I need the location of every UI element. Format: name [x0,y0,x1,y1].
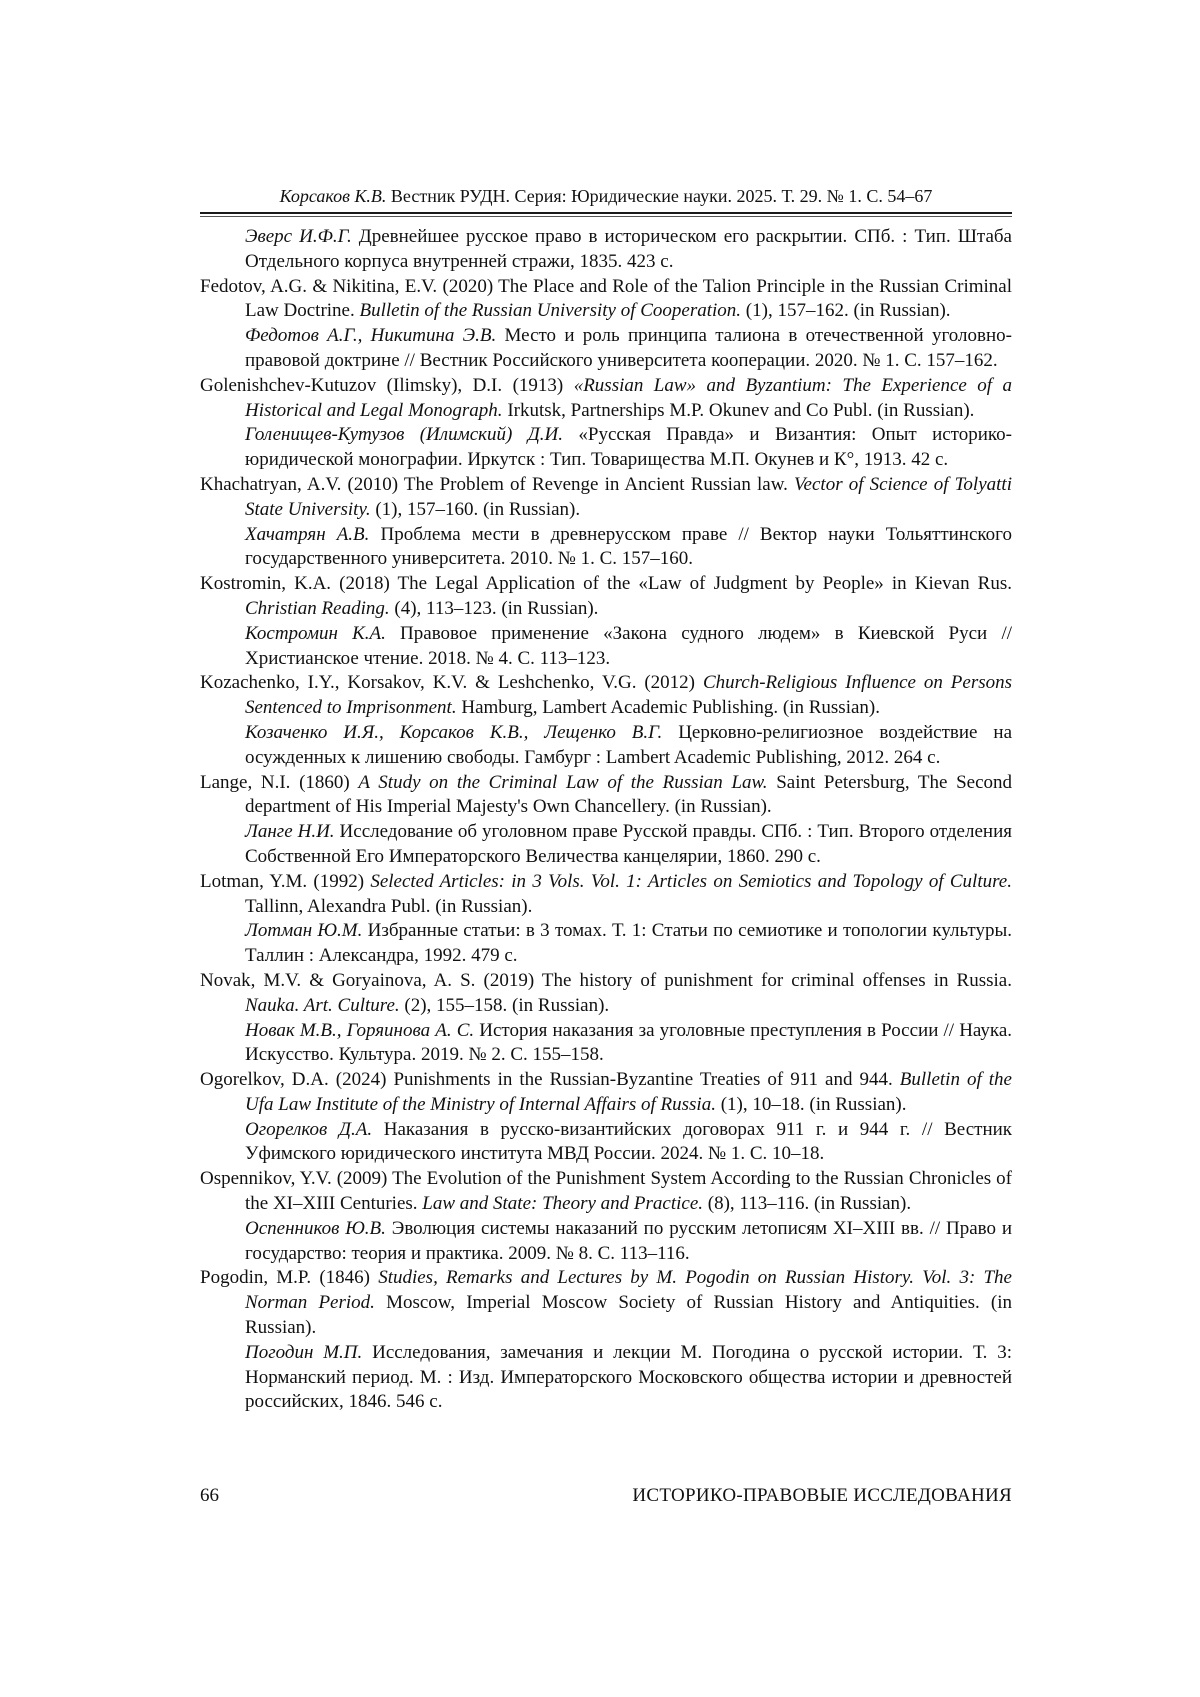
reference-entry [200,870,1012,920]
reference-text-run: Pogodin, M.P. (1846) [200,1267,379,1289]
reference-entry [200,1167,1012,1217]
reference-text-run: Golenishchev-Kutuzov (Ilimsky), D.I. (1913) [200,374,574,396]
reference-entry [200,1217,1012,1267]
reference-text-run: Lotman, Y.M. (1992) [200,870,371,892]
reference-text-run: Christian Reading. [245,597,390,619]
reference-text-run: A Study on the Criminal Law of the Russian Law. [358,771,768,793]
reference-text-run: Moscow, Imperial Moscow Society of Russian History and Antiquities. (in Russian). [245,1292,1013,1339]
reference-text-run: Голенищев-Кутузов (Илимский) Д.И. [245,424,564,446]
reference-entry [200,523,1012,573]
reference-entry [200,820,1012,870]
reference-text-run: Эволюция системы наказаний по русским летописям XI–XIII вв. // Право и государство: теория и практика. 2009. № 8. С. 113–116. [245,1217,1012,1264]
reference-text-run: Selected Articles: in 3 Vols. Vol. 1: Articles on Semiotics and Topology of Culture. [370,870,1012,892]
reference-text-run: Наказания в русско-византийских договорах 911 г. и 944 г. // Вестник Уфимского юридического института МВД России. 2024. № 1. С. 10–18. [245,1118,1013,1165]
running-footer [200,1484,1012,1508]
reference-text-run: Ospennikov, Y.V. (2009) The Evolution of the Punishment System According to the Russian Chronicles of the XI–XIII Centuries. [200,1168,1012,1215]
reference-text-run: Лотман Ю.М. [245,920,363,942]
reference-text-run: (1), 157–162. (in Russian). [741,300,951,322]
reference-text-run: Ogorelkov, D.A. (2024) Punishments in the Russian-Byzantine Treaties of 911 and 944. [200,1069,900,1091]
reference-text-run: (4), 113–123. (in Russian). [389,597,599,619]
running-header-citation: Вестник РУДН. Серия: Юридические науки. 2025. Т. 29. № 1. С. 54–67 [386,186,933,206]
page-number: 66 [200,1485,219,1506]
reference-entry [200,1341,1012,1415]
reference-text-run: Хачатрян А.В. [245,523,370,545]
reference-text-run: Church-Religious Influence on Persons Sentenced to Imprisonment. [245,672,1012,719]
reference-entry [200,671,1012,721]
reference-entry [200,225,1012,275]
reference-text-run: Kozachenko, I.Y., Korsakov, K.V. & Leshchenko, V.G. (2012) [200,672,703,694]
reference-text-run: Погодин М.П. [245,1341,363,1363]
running-header-author: Корсаков К.В. [279,186,387,206]
reference-entry [200,423,1012,473]
reference-text-run: Козаченко И.Я., Корсаков К.В., Лещенко В.Г. [245,721,663,743]
reference-text-run: Law and State: Theory and Practice. [422,1193,704,1215]
references-list [200,225,1012,1415]
reference-entry [200,1068,1012,1118]
reference-text-run: Исследования, замечания и лекции М. Погодина о русской истории. Т. 3: Норманский период. М. : Изд. Императорского Московского общества истории и древностей российских, 1846. 546 с. [245,1341,1013,1413]
reference-entry [200,721,1012,771]
footer-section-title: ИСТОРИКО-ПРАВОВЫЕ ИССЛЕДОВАНИЯ [632,1485,1012,1506]
reference-text-run: «Russian Law» and Byzantium: The Experience of a Historical and Legal Monograph. [245,374,1012,421]
reference-entry [200,1019,1012,1069]
reference-text-run: «Русская Правда» и Византия: Опыт историко-юридической монографии. Иркутск : Тип. Товарищества М.П. Окунев и К°, 1913. 42 с. [245,424,1012,471]
reference-entry [200,374,1012,424]
reference-entry [200,771,1012,821]
reference-entry [200,969,1012,1019]
reference-text-run: Огорелков Д.А. [245,1118,373,1140]
reference-text-run: Bulletin of the Russian University of Cooperation. [359,300,742,322]
reference-text-run: Novak, M.V. & Goryainova, A. S. (2019) The history of punishment for criminal offenses in Russia. [200,969,1012,991]
reference-text-run: Studies, Remarks and Lectures by M. Pogodin on Russian History. Vol. 3: The Norman Period. [245,1267,1012,1314]
running-header [200,184,1012,208]
reference-text-run: Избранные статьи: в 3 томах. Т. 1: Статьи по семиотике и топологии культуры. Таллин : Александра, 1992. 479 с. [245,920,1012,967]
reference-text-run: Saint Petersburg, The Second department of His Imperial Majesty's Own Chancellery. (in Russian). [245,771,1013,818]
reference-text-run: Irkutsk, Partnerships M.P. Okunev and Co Publ. (in Russian). [502,399,975,421]
reference-text-run: (1), 10–18. (in Russian). [715,1093,907,1115]
reference-text-run: Fedotov, A.G. & Nikitina, E.V. (2020) The Place and Role of the Talion Principle in the Russian Criminal Law Doctrine. [200,275,1012,322]
reference-text-run: Эверс И.Ф.Г. [245,226,352,247]
reference-entry [200,919,1012,969]
reference-text-run: Проблема мести в древнерусском праве // Вектор науки Тольяттинского государственного университета. 2010. № 1. С. 157–160. [245,523,1012,570]
reference-text-run: Костромин К.А. [245,622,386,644]
reference-text-run: Новак М.В., Горяинова А. С. [245,1019,475,1041]
reference-text-run: Bulletin of the Ufa Law Institute of the Ministry of Internal Affairs of Russia. [245,1069,1012,1115]
reference-text-run: Исследование об уголовном праве Русской правды. СПб. : Тип. Второго отделения Собственной Его Императорского Величества канцелярии, 1860. 290 с. [245,821,1012,867]
reference-entry [200,473,1012,523]
page-content [200,184,1012,1415]
reference-text-run: Khachatryan, A.V. (2010) The Problem of Revenge in Ancient Russian law. [200,473,795,495]
reference-entry [200,622,1012,672]
reference-text-run: Vector of Science of Tolyatti State University. [245,473,1012,520]
reference-entry [200,275,1012,325]
reference-text-run: Hamburg, Lambert Academic Publishing. (in Russian). [456,697,880,719]
reference-entry [200,1266,1012,1340]
reference-text-run: Древнейшее русское право в историческом его раскрытии. СПб. : Тип. Штаба Отдельного корпуса внутренней стражи, 1835. 423 с. [245,226,1012,272]
reference-text-run: (1), 157–160. (in Russian). [370,498,581,520]
reference-text-run: Tallinn, Alexandra Publ. (in Russian). [245,895,533,917]
reference-text-run: Место и роль принципа талиона в отечественной уголовно-правовой доктрине // Вестник Российского университета кооперации. 2020. № 1. С. 157–162. [245,325,1012,371]
reference-text-run: История наказания за уголовные преступления в России // Наука. Искусство. Культура. 2019. № 2. С. 155–158. [245,1019,1013,1066]
reference-text-run: Федотов А.Г., Никитина Э.В. [245,325,497,347]
reference-text-run: (2), 155–158. (in Russian). [399,994,610,1016]
reference-entry [200,324,1012,374]
reference-text-run: Kostromin, K.A. (2018) The Legal Application of the «Law of Judgment by People» in Kievan Rus. [200,573,1012,595]
reference-text-run: Ланге Н.И. [245,821,335,843]
reference-text-run: Nauka. Art. Culture. [245,994,400,1016]
reference-text-run: (8), 113–116. (in Russian). [703,1193,912,1215]
reference-text-run: Оспенников Ю.В. [245,1217,386,1239]
reference-entry [200,572,1012,622]
reference-text-run: Церковно-религиозное воздействие на осужденных к лишению свободы. Гамбург : Lambert Academic Publishing, 2012. 264 с. [245,721,1013,768]
reference-entry [200,1118,1012,1168]
reference-text-run: Правовое применение «Закона судного людем» в Киевской Руси // Христианское чтение. 2018. № 4. С. 113–123. [245,622,1012,669]
reference-text-run: Lange, N.I. (1860) [200,771,359,793]
header-rule [200,212,1012,217]
